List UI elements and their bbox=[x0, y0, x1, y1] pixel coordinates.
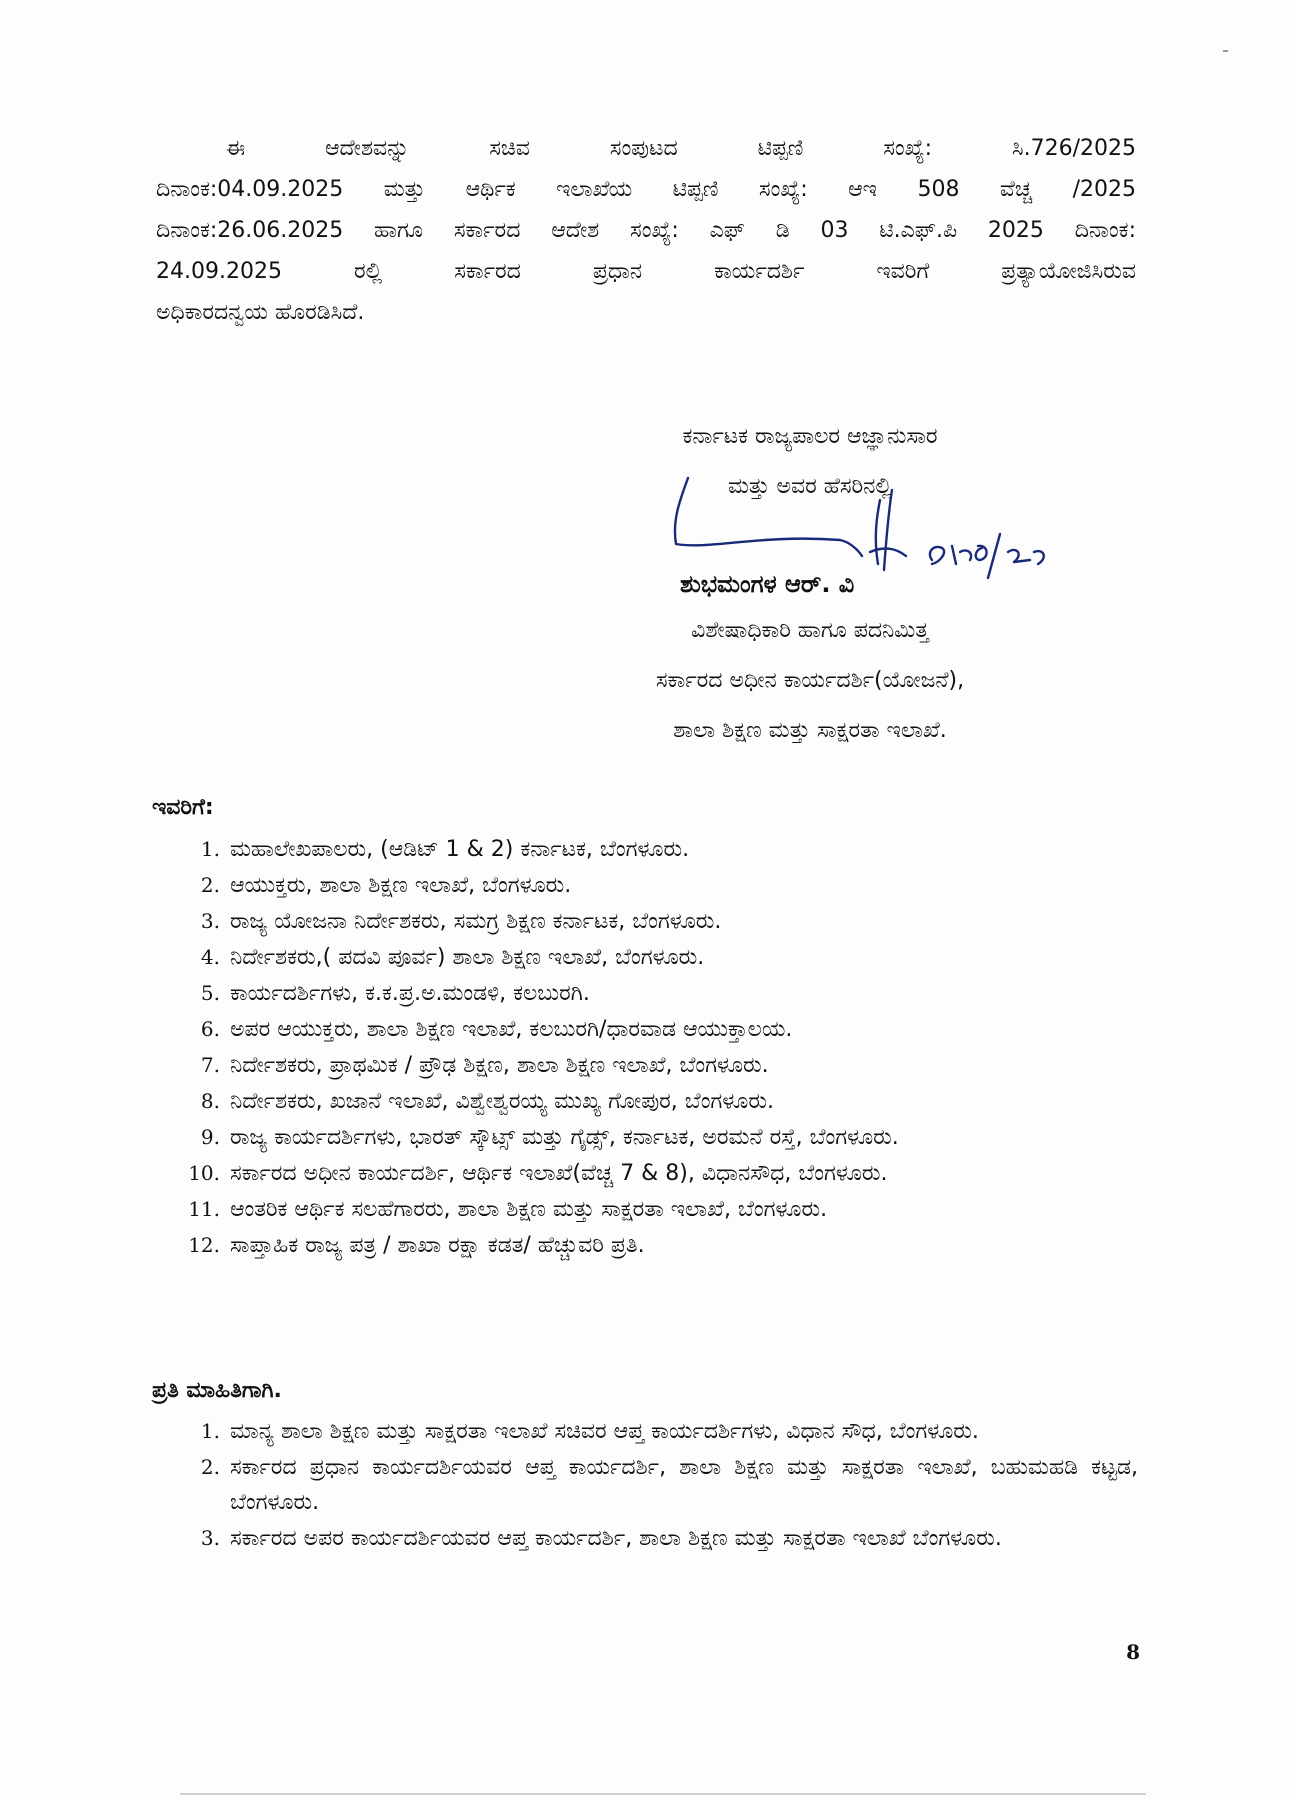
list-item-number: 7. bbox=[200, 1053, 220, 1077]
copy-recipient-list bbox=[188, 1414, 1138, 1557]
list-item bbox=[188, 1156, 1138, 1191]
paragraph-line: 24.09.2025 ರಲ್ಲಿ ಸರ್ಕಾರದ ಪ್ರಧಾನ ಕಾರ್ಯದರ್ಶಿ ಇವರಿಗೆ ಪ್ರತ್ಯಾಯೋಜಿಸಿರುವ bbox=[156, 259, 1136, 284]
list-item bbox=[188, 1048, 1138, 1083]
signatory-designation: ವಿಶೇಷಾಧಿಕಾರಿ ಹಾಗೂ ಪದನಿಮಿತ್ತ bbox=[691, 618, 929, 643]
paragraph-line: ದಿನಾಂಕ:26.06.2025 ಹಾಗೂ ಸರ್ಕಾರದ ಆದೇಶ ಸಂಖ್ಯೆ: ಎಫ್ ಡಿ 03 ಟಿ.ಎಫ್.ಪಿ 2025 ದಿನಾಂಕ: bbox=[156, 218, 1136, 243]
list-item-number: 5. bbox=[200, 981, 220, 1005]
signatory-department: ಶಾಲಾ ಶಿಕ್ಷಣ ಮತ್ತು ಸಾಕ್ಷರತಾ ಇಲಾಖೆ. bbox=[673, 718, 947, 743]
list-item bbox=[188, 1120, 1138, 1155]
list-item-text: ನಿರ್ದೇಶಕರು, ಪ್ರಾಥಮಿಕ / ಪ್ರೌಢ ಶಿಕ್ಷಣ, ಶಾಲಾ ಶಿಕ್ಷಣ ಇಲಾಖೆ, ಬೆಂಗಳೂರು. bbox=[230, 1053, 769, 1078]
to-heading: ಇವರಿಗೆ: bbox=[152, 795, 214, 820]
list-item bbox=[188, 1012, 1138, 1047]
list-item bbox=[188, 1450, 1138, 1520]
list-item-number: 1. bbox=[200, 1419, 220, 1443]
list-item bbox=[188, 832, 1138, 867]
list-item-number: 2. bbox=[200, 1455, 220, 1479]
list-item-text: ಅಪರ ಆಯುಕ್ತರು, ಶಾಲಾ ಶಿಕ್ಷಣ ಇಲಾಖೆ, ಕಲಬುರಗಿ/ಧಾರವಾಡ ಆಯುಕ್ತಾಲಯ. bbox=[230, 1017, 793, 1042]
paragraph-line: ಈ ಆದೇಶವನ್ನು ಸಚಿವ ಸಂಪುಟದ ಟಿಪ್ಪಣಿ ಸಂಖ್ಯೆ: ಸಿ.726/2025 bbox=[226, 136, 1136, 161]
list-item-text: ನಿರ್ದೇಶಕರು,( ಪದವಿ ಪೂರ್ವ) ಶಾಲಾ ಶಿಕ್ಷಣ ಇಲಾಖೆ, ಬೆಂಗಳೂರು. bbox=[230, 945, 705, 970]
list-item-number: 12. bbox=[188, 1233, 220, 1257]
authority-line: ಕರ್ನಾಟಕ ರಾಜ್ಯಪಾಲರ ಆಜ್ಞಾನುಸಾರ bbox=[682, 424, 938, 449]
list-item-text: ಮಾನ್ಯ ಶಾಲಾ ಶಿಕ್ಷಣ ಮತ್ತು ಸಾಕ್ಷರತಾ ಇಲಾಖೆ ಸಚಿವರ ಆಪ್ತ ಕಾರ್ಯದರ್ಶಿಗಳು, ವಿಧಾನ ಸೌಧ, ಬೆಂಗಳೂರು. bbox=[230, 1419, 979, 1444]
list-item-number: 3. bbox=[200, 1526, 220, 1550]
list-item-number: 8. bbox=[200, 1089, 220, 1113]
list-item bbox=[188, 1192, 1138, 1227]
signatory-name: ಶುಭಮಂಗಳ ಆರ್. ವಿ bbox=[680, 570, 855, 598]
list-item-text: ನಿರ್ದೇಶಕರು, ಖಜಾನೆ ಇಲಾಖೆ, ವಿಶ್ವೇಶ್ವರಯ್ಯ ಮುಖ್ಯ ಗೋಪುರ, ಬೆಂಗಳೂರು. bbox=[230, 1089, 774, 1114]
list-item bbox=[188, 976, 1138, 1011]
list-item-text: ಕಾರ್ಯದರ್ಶಿಗಳು, ಕ.ಕ.ಪ್ರ.ಅ.ಮಂಡಳಿ, ಕಲಬುರಗಿ. bbox=[230, 981, 590, 1006]
list-item-text: ರಾಜ್ಯ ಕಾರ್ಯದರ್ಶಿಗಳು, ಭಾರತ್ ಸ್ಕೌಟ್ಸ್ ಮತ್ತು ಗೈಡ್ಸ್, ಕರ್ನಾಟಕ, ಅರಮನೆ ರಸ್ತೆ, ಬೆಂಗಳೂರು. bbox=[230, 1125, 899, 1150]
copy-heading: ಪ್ರತಿ ಮಾಹಿತಿಗಾಗಿ. bbox=[152, 1378, 282, 1403]
list-item-text: ಸರ್ಕಾರದ ಪ್ರಧಾನ ಕಾರ್ಯದರ್ಶಿಯವರ ಆಪ್ತ ಕಾರ್ಯದರ್ಶಿ, ಶಾಲಾ ಶಿಕ್ಷಣ ಮತ್ತು ಸಾಕ್ಷರತಾ ಇಲಾಖೆ, ಬಹುಮಹಡಿ ಕಟ್ಟಡ, ಬೆಂಗಳೂರು. bbox=[230, 1455, 1138, 1515]
paragraph-line: ಅಧಿಕಾರದನ್ವಯ ಹೊರಡಿಸಿದೆ. bbox=[156, 300, 365, 325]
scan-edge-line bbox=[180, 1793, 1146, 1795]
list-item-number: 3. bbox=[200, 909, 220, 933]
list-item-text: ಮಹಾಲೇಖಪಾಲರು, (ಆಡಿಟ್ 1 & 2) ಕರ್ನಾಟಕ, ಬೆಂಗಳೂರು. bbox=[230, 837, 690, 862]
list-item-number: 4. bbox=[200, 945, 220, 969]
list-item-text: ರಾಜ್ಯ ಯೋಜನಾ ನಿರ್ದೇಶಕರು, ಸಮಗ್ರ ಶಿಕ್ಷಣ ಕರ್ನಾಟಕ, ಬೆಂಗಳೂರು. bbox=[230, 909, 722, 934]
list-item bbox=[188, 1084, 1138, 1119]
scan-mark bbox=[1223, 50, 1228, 52]
page-number: 8 bbox=[1126, 1640, 1140, 1664]
list-item-text: ಸಾಪ್ತಾಹಿಕ ರಾಜ್ಯ ಪತ್ರ / ಶಾಖಾ ರಕ್ಷಾ ಕಡತ/ ಹೆಚ್ಚುವರಿ ಪ್ರತಿ. bbox=[230, 1233, 645, 1258]
order-paragraph bbox=[156, 128, 1136, 333]
list-item-number: 6. bbox=[200, 1017, 220, 1041]
list-item-number: 9. bbox=[200, 1125, 220, 1149]
list-item bbox=[188, 904, 1138, 939]
list-item-text: ಸರ್ಕಾರದ ಅಪರ ಕಾರ್ಯದರ್ಶಿಯವರ ಆಪ್ತ ಕಾರ್ಯದರ್ಶಿ, ಶಾಲಾ ಶಿಕ್ಷಣ ಮತ್ತು ಸಾಕ್ಷರತಾ ಇಲಾಖೆ ಬೆಂಗಳೂರು. bbox=[230, 1526, 1002, 1551]
signatory-designation: ಸರ್ಕಾರದ ಅಧೀನ ಕಾರ್ಯದರ್ಶಿ(ಯೋಜನೆ), bbox=[655, 668, 965, 693]
list-item bbox=[188, 1414, 1138, 1449]
recipient-list bbox=[188, 832, 1138, 1264]
list-item-number: 11. bbox=[188, 1197, 220, 1221]
authority-line: ಮತ್ತು ಅವರ ಹೆಸರಿನಲ್ಲಿ bbox=[728, 474, 892, 499]
list-item-text: ಆಂತರಿಕ ಆರ್ಥಿಕ ಸಲಹೆಗಾರರು, ಶಾಲಾ ಶಿಕ್ಷಣ ಮತ್ತು ಸಾಕ್ಷರತಾ ಇಲಾಖೆ, ಬೆಂಗಳೂರು. bbox=[230, 1197, 828, 1222]
list-item bbox=[188, 940, 1138, 975]
list-item-text: ಸರ್ಕಾರದ ಅಧೀನ ಕಾರ್ಯದರ್ಶಿ, ಆರ್ಥಿಕ ಇಲಾಖೆ(ವೆಚ್ಚ 7 & 8), ವಿಧಾನಸೌಧ, ಬೆಂಗಳೂರು. bbox=[230, 1161, 888, 1186]
list-item-number: 2. bbox=[200, 873, 220, 897]
list-item-number: 1. bbox=[200, 837, 220, 861]
list-item-number: 10. bbox=[188, 1161, 220, 1185]
list-item bbox=[188, 868, 1138, 903]
paragraph-line: ದಿನಾಂಕ:04.09.2025 ಮತ್ತು ಆರ್ಥಿಕ ಇಲಾಖೆಯ ಟಿಪ್ಪಣಿ ಸಂಖ್ಯೆ: ಆಇ 508 ವೆಚ್ಚ /2025 bbox=[156, 177, 1136, 202]
list-item bbox=[188, 1521, 1138, 1556]
list-item-text: ಆಯುಕ್ತರು, ಶಾಲಾ ಶಿಕ್ಷಣ ಇಲಾಖೆ, ಬೆಂಗಳೂರು. bbox=[230, 873, 572, 898]
list-item bbox=[188, 1228, 1138, 1263]
